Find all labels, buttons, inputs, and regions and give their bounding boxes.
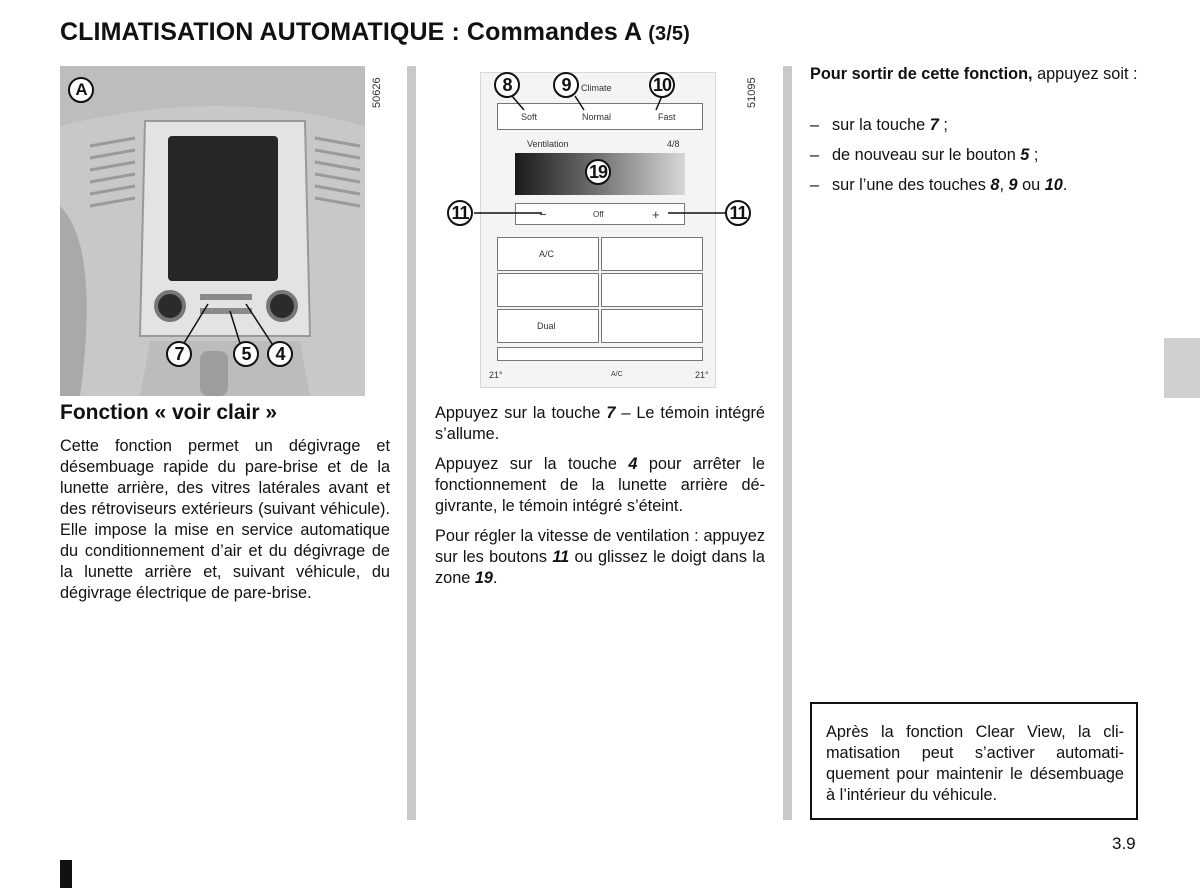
- exit-item-1: – sur la touche 7 ;: [810, 116, 948, 134]
- image-ref-middle: 51095: [746, 77, 758, 108]
- mode-fast[interactable]: Fast: [658, 112, 676, 122]
- screen-callout-lines: [430, 60, 780, 260]
- ventilation-level: 4/8: [667, 139, 680, 149]
- temp-left: 21°: [489, 370, 503, 380]
- column-separator-left: [407, 66, 416, 820]
- callout-11-right: 11: [725, 200, 751, 226]
- air-flow-low-button[interactable]: [601, 309, 703, 343]
- callout-9: 9: [553, 72, 579, 98]
- status-ac: A/C: [611, 371, 623, 378]
- exit-item-3: – sur l’une des touches 8, 9 ou 10.: [810, 176, 1068, 194]
- title-text: CLIMATISATION AUTOMATIQUE : Commandes A: [60, 18, 642, 46]
- callout-10: 10: [649, 72, 675, 98]
- image-label-a: A: [68, 77, 94, 103]
- mode-normal[interactable]: Normal: [582, 112, 612, 122]
- middle-paragraph-2: Appuyez sur la touche 4 pour arrêter le fonctionnement de la lunette arrière dégivrante, le témoin intégré s’éteint.: [435, 455, 765, 515]
- recirculation-button[interactable]: [497, 273, 599, 307]
- page-title: [60, 18, 690, 47]
- section-body: Cette fonction permet un dégivrage et désembuage rapide du pare-brise et de la lunette arrière, des vitres latérales avant et des rétroviseurs extérieurs (suivant véhicule). Elle impose la mise en service automatique du conditionnement d’air et du dégivrage de la lunette arrière et, suivant véhicule, du dégivrage électrique de pare-brise.: [60, 437, 390, 602]
- screen-title: Climate: [581, 83, 612, 93]
- callout-8: 8: [494, 72, 520, 98]
- callout-11-left: 11: [447, 200, 473, 226]
- page-number: 3.9: [1112, 834, 1136, 853]
- dashboard-drawing: [60, 66, 390, 396]
- dashboard-illustration: [60, 66, 390, 396]
- middle-paragraph-1: Appuyez sur la touche 7 – Le témoin intégré s’allume.: [435, 404, 765, 443]
- temp-right: 21°: [695, 370, 709, 380]
- fan-plus-button[interactable]: +: [652, 207, 660, 222]
- ventilation-label: Ventilation: [527, 139, 569, 149]
- callout-19: 19: [585, 159, 611, 185]
- section-tab: [1164, 338, 1200, 398]
- callout-7: 7: [166, 341, 192, 367]
- section-heading: Fonction « voir clair »: [60, 401, 278, 424]
- back-bar[interactable]: [497, 347, 703, 361]
- fan-off-button[interactable]: Off: [593, 210, 604, 219]
- callout-4: 4: [267, 341, 293, 367]
- dual-label: Dual: [537, 321, 556, 331]
- image-ref-left: 50626: [371, 77, 383, 108]
- air-flow-mid-button[interactable]: [601, 273, 703, 307]
- exit-intro: Pour sortir de cette fonction, appuyez soit :: [810, 65, 1138, 83]
- note-box: Après la fonction Clear View, la climatisation peut s’activer automatiquement pour maintenir le désembuage à l’intérieur du véhicule.: [810, 702, 1138, 820]
- column-separator-right: [783, 66, 792, 820]
- exit-item-2: – de nouveau sur le bouton 5 ;: [810, 146, 1039, 164]
- callout-5: 5: [233, 341, 259, 367]
- middle-paragraph-3: Pour régler la vitesse de ventilation : appuyez sur les boutons 11 ou glissez le doigt dans la zone 19.: [435, 527, 765, 587]
- mode-soft[interactable]: Soft: [521, 112, 538, 122]
- page-corner-marker: [60, 860, 72, 888]
- ac-label: A/C: [539, 249, 555, 259]
- page-part: (3/5): [648, 23, 690, 45]
- fan-minus-button[interactable]: −: [539, 207, 547, 222]
